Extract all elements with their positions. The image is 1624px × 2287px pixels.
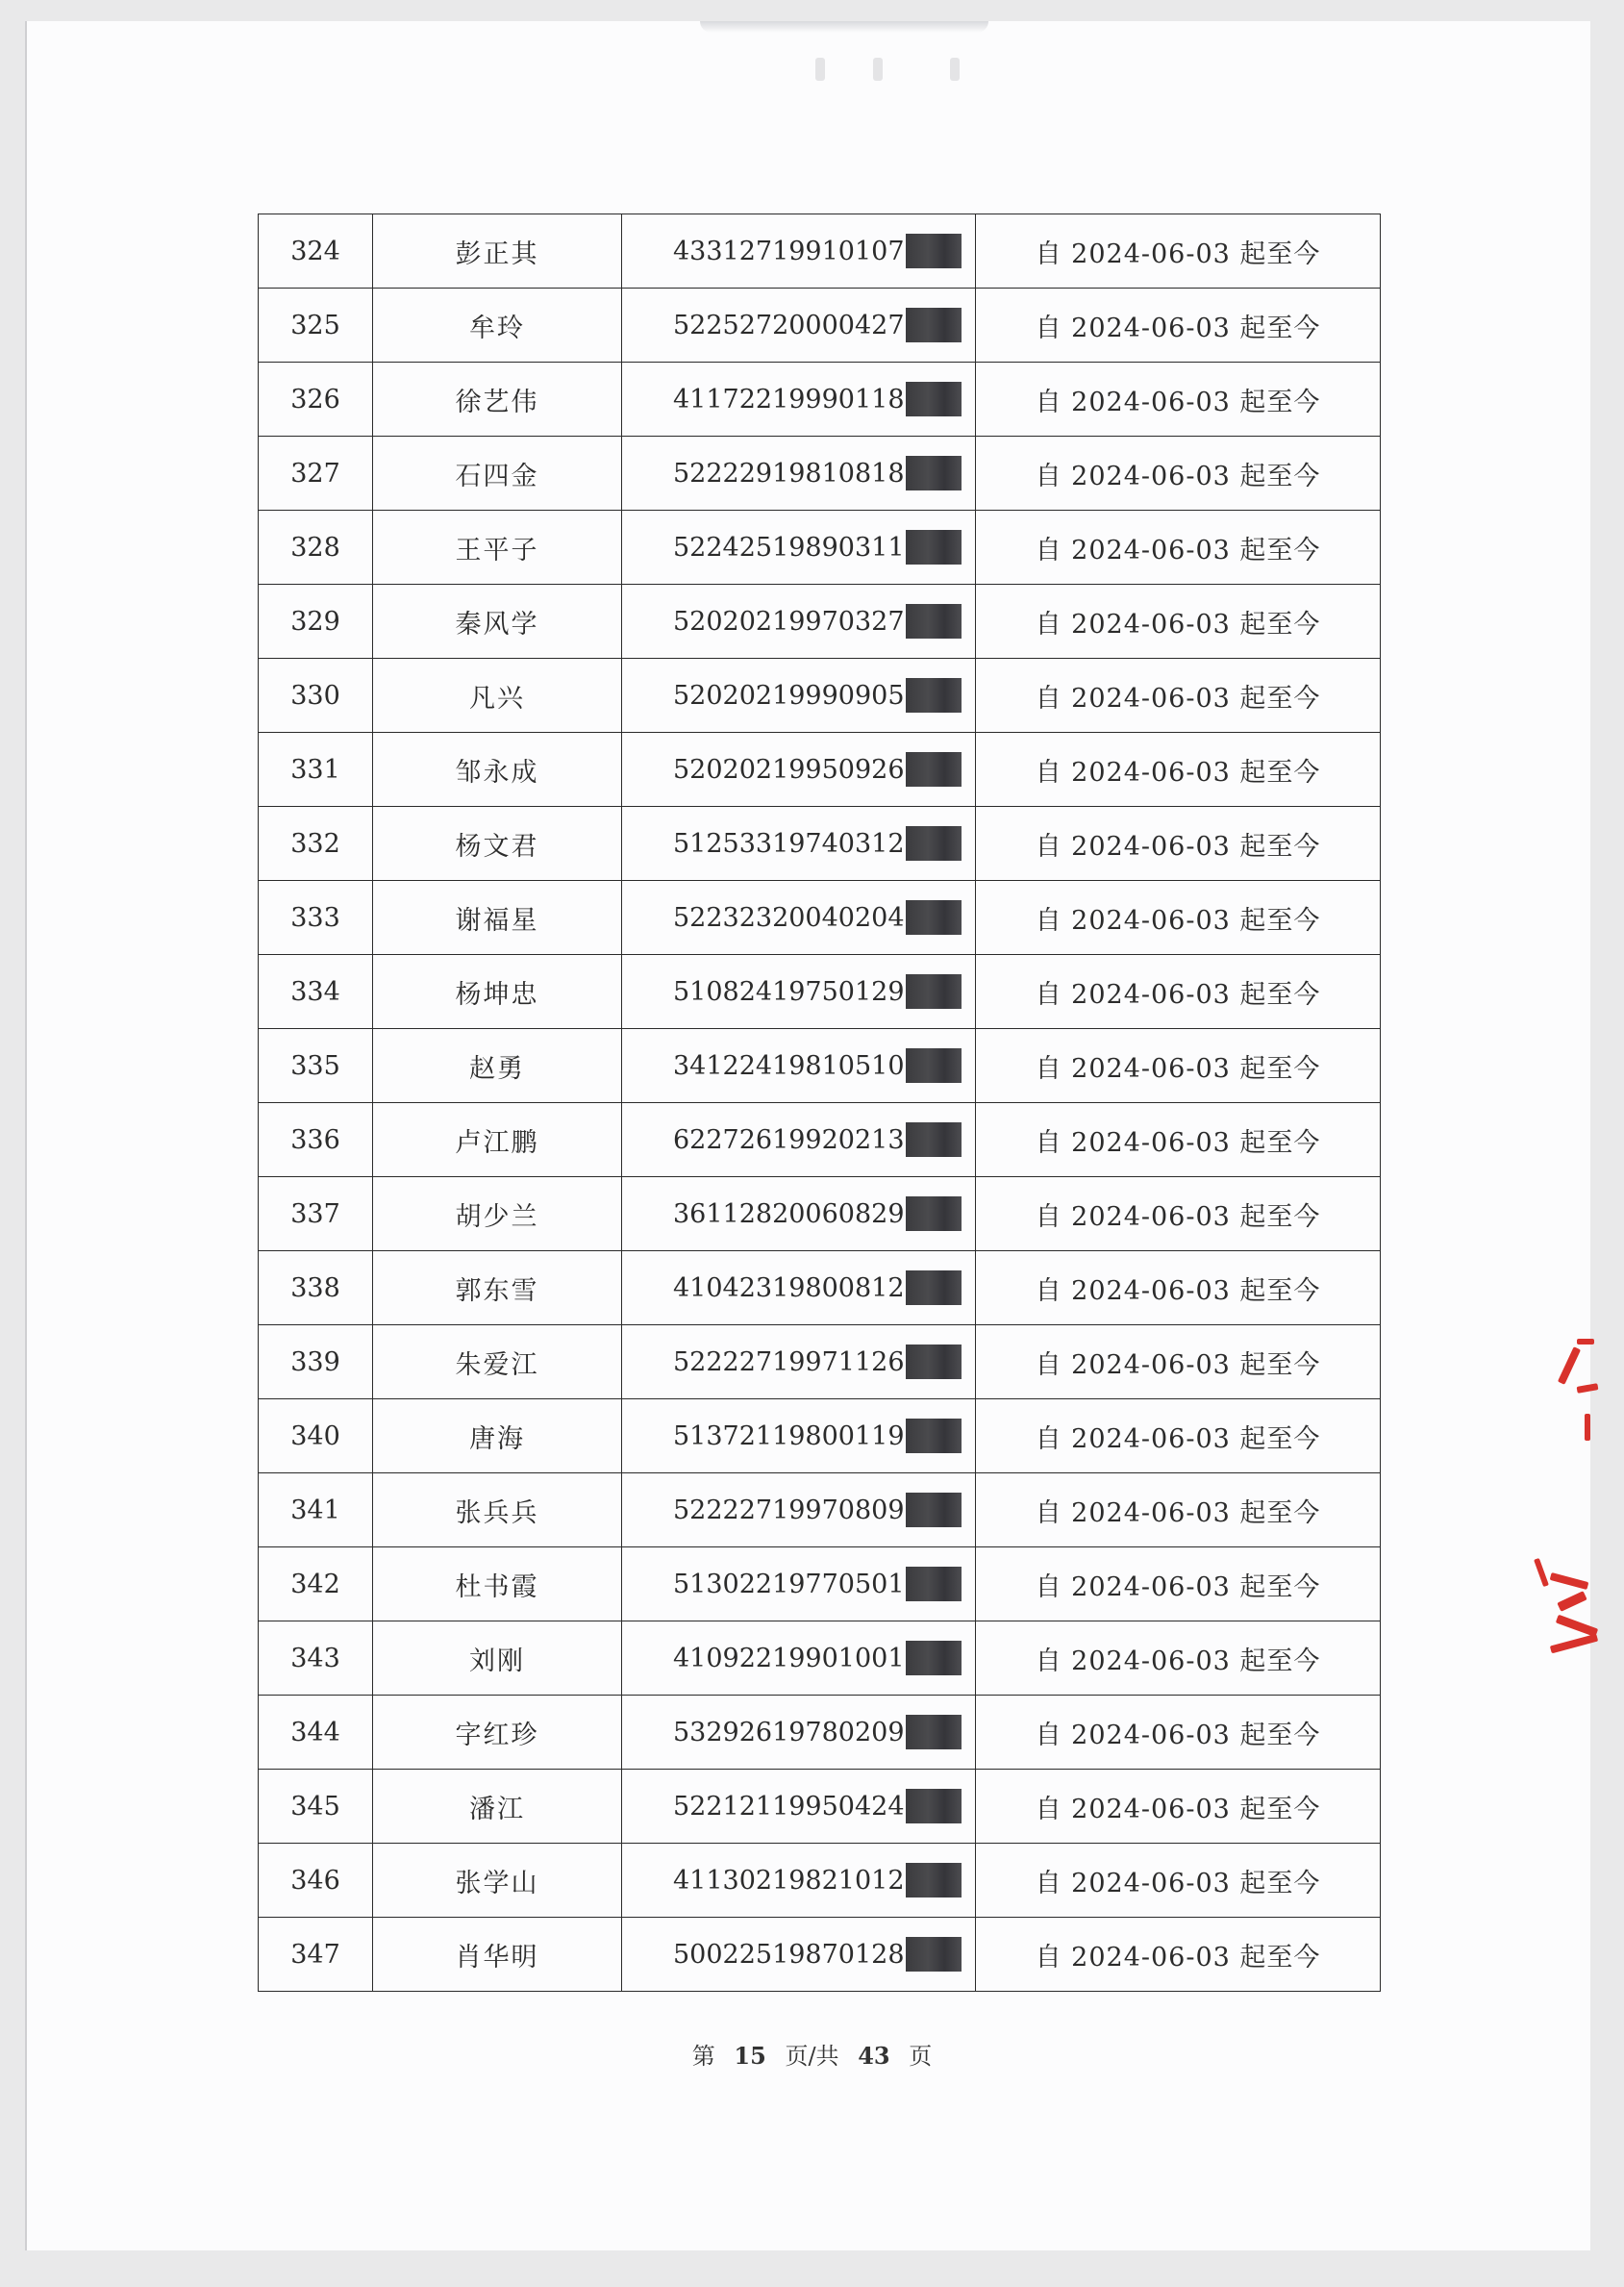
person-name-cell: 朱爱江: [373, 1325, 622, 1399]
scan-smudge: [700, 21, 988, 33]
redaction-block: [906, 1937, 962, 1972]
period-text-cell: 自 2024-06-03 起至今: [976, 1696, 1381, 1770]
table-row: [259, 1251, 1381, 1325]
period-text-cell: 自 2024-06-03 起至今: [976, 1029, 1381, 1103]
id-number: 41130219821012: [673, 1865, 905, 1896]
row-number-cell: 328: [259, 511, 373, 585]
period-text-cell: 自 2024-06-03 起至今: [976, 1473, 1381, 1547]
id-number: 62272619920213: [673, 1124, 905, 1155]
id-number: 52242519890311: [673, 532, 905, 563]
row-number-cell: 337: [259, 1177, 373, 1251]
id-number: 36112820060829: [673, 1198, 905, 1229]
id-number-cell: [622, 881, 976, 955]
id-number: 41042319800812: [673, 1272, 905, 1303]
row-number-cell: 325: [259, 289, 373, 363]
table-row: [259, 1103, 1381, 1177]
person-name-cell: 郭东雪: [373, 1251, 622, 1325]
redaction-block: [906, 382, 962, 416]
person-name-cell: 唐海: [373, 1399, 622, 1473]
id-number-cell: [622, 289, 976, 363]
table-row: [259, 1029, 1381, 1103]
id-number: 51253319740312: [673, 828, 905, 859]
period-text-cell: 自 2024-06-03 起至今: [976, 659, 1381, 733]
person-name-cell: 杨文君: [373, 807, 622, 881]
person-name-cell: 胡少兰: [373, 1177, 622, 1251]
footer-middle: 页/共: [785, 2043, 839, 2070]
redaction-block: [906, 974, 962, 1009]
period-text-cell: 自 2024-06-03 起至今: [976, 585, 1381, 659]
id-number: 52020219990905: [673, 680, 905, 711]
period-text-cell: 自 2024-06-03 起至今: [976, 1770, 1381, 1844]
table-row: [259, 511, 1381, 585]
id-number: 41172219990118: [673, 384, 905, 415]
row-number-cell: 331: [259, 733, 373, 807]
person-name-cell: 张兵兵: [373, 1473, 622, 1547]
table-row: [259, 1325, 1381, 1399]
id-number-cell: [622, 363, 976, 437]
row-number-cell: 339: [259, 1325, 373, 1399]
id-number-cell: [622, 1621, 976, 1696]
row-number-cell: 334: [259, 955, 373, 1029]
table-row: [259, 807, 1381, 881]
table-row: [259, 1696, 1381, 1770]
roster-table-body: [259, 214, 1381, 1992]
redaction-block: [906, 234, 962, 268]
table-row: [259, 289, 1381, 363]
redaction-block: [906, 1493, 962, 1527]
row-number-cell: 330: [259, 659, 373, 733]
row-number-cell: 338: [259, 1251, 373, 1325]
id-number: 43312719910107: [673, 236, 905, 266]
table-row: [259, 1918, 1381, 1992]
table-row: [259, 733, 1381, 807]
period-text-cell: 自 2024-06-03 起至今: [976, 1621, 1381, 1696]
id-number-cell: [622, 1696, 976, 1770]
redaction-block: [906, 530, 962, 565]
id-number: 52232320040204: [673, 902, 905, 933]
redaction-block: [906, 1715, 962, 1749]
period-text-cell: 自 2024-06-03 起至今: [976, 807, 1381, 881]
id-number: 50022519870128: [673, 1939, 905, 1970]
period-text-cell: 自 2024-06-03 起至今: [976, 1103, 1381, 1177]
row-number-cell: 329: [259, 585, 373, 659]
person-name-cell: 卢江鹏: [373, 1103, 622, 1177]
row-number-cell: 327: [259, 437, 373, 511]
period-text-cell: 自 2024-06-03 起至今: [976, 881, 1381, 955]
period-text-cell: 自 2024-06-03 起至今: [976, 1547, 1381, 1621]
footer-prefix: 第: [691, 2043, 715, 2070]
row-number-cell: 336: [259, 1103, 373, 1177]
person-name-cell: 石四金: [373, 437, 622, 511]
id-number: 41092219901001: [673, 1643, 905, 1673]
table-row: [259, 437, 1381, 511]
person-name-cell: 杜书霞: [373, 1547, 622, 1621]
person-name-cell: 彭正其: [373, 214, 622, 289]
period-text-cell: 自 2024-06-03 起至今: [976, 1325, 1381, 1399]
id-number-cell: [622, 1177, 976, 1251]
id-number-cell: [622, 807, 976, 881]
id-number-cell: [622, 437, 976, 511]
id-number: 52020219970327: [673, 606, 905, 637]
redaction-block: [906, 604, 962, 639]
row-number-cell: 347: [259, 1918, 373, 1992]
table-row: [259, 363, 1381, 437]
id-number: 52222919810818: [673, 458, 905, 489]
id-number-cell: [622, 955, 976, 1029]
table-row: [259, 1399, 1381, 1473]
id-number-cell: [622, 1399, 976, 1473]
redaction-block: [906, 826, 962, 861]
period-text-cell: 自 2024-06-03 起至今: [976, 511, 1381, 585]
row-number-cell: 326: [259, 363, 373, 437]
row-number-cell: 341: [259, 1473, 373, 1547]
redaction-block: [906, 1567, 962, 1601]
id-number-cell: [622, 733, 976, 807]
person-name-cell: 潘江: [373, 1770, 622, 1844]
id-number-cell: [622, 214, 976, 289]
person-name-cell: 秦风学: [373, 585, 622, 659]
row-number-cell: 344: [259, 1696, 373, 1770]
redaction-block: [906, 1863, 962, 1897]
id-number-cell: [622, 1251, 976, 1325]
table-row: [259, 585, 1381, 659]
footer-total-pages: 43: [858, 2042, 890, 2070]
row-number-cell: 343: [259, 1621, 373, 1696]
row-number-cell: 324: [259, 214, 373, 289]
row-number-cell: 342: [259, 1547, 373, 1621]
id-number: 52222719970809: [673, 1495, 905, 1525]
id-number-cell: [622, 659, 976, 733]
row-number-cell: 345: [259, 1770, 373, 1844]
footer-page-number: 15: [734, 2042, 766, 2070]
id-number: 34122419810510: [673, 1050, 905, 1081]
redaction-block: [906, 1789, 962, 1823]
id-number: 52222719971126: [673, 1346, 905, 1377]
table-row: [259, 1621, 1381, 1696]
redaction-block: [906, 1196, 962, 1231]
person-name-cell: 牟玲: [373, 289, 622, 363]
redaction-block: [906, 900, 962, 935]
id-number-cell: [622, 1770, 976, 1844]
person-name-cell: 肖华明: [373, 1918, 622, 1992]
person-name-cell: 王平子: [373, 511, 622, 585]
person-name-cell: 徐艺伟: [373, 363, 622, 437]
table-row: [259, 1844, 1381, 1918]
roster-table: [258, 214, 1381, 1992]
redaction-block: [906, 1048, 962, 1083]
period-text-cell: 自 2024-06-03 起至今: [976, 1177, 1381, 1251]
id-number-cell: [622, 1473, 976, 1547]
period-text-cell: 自 2024-06-03 起至今: [976, 1844, 1381, 1918]
period-text-cell: 自 2024-06-03 起至今: [976, 1918, 1381, 1992]
id-number: 51302219770501: [673, 1569, 905, 1599]
period-text-cell: 自 2024-06-03 起至今: [976, 289, 1381, 363]
redaction-block: [906, 1641, 962, 1675]
id-number-cell: [622, 1844, 976, 1918]
row-number-cell: 340: [259, 1399, 373, 1473]
id-number: 51372119800119: [673, 1420, 905, 1451]
table-row: [259, 955, 1381, 1029]
id-number-cell: [622, 1547, 976, 1621]
footer-suffix: 页: [909, 2043, 933, 2070]
table-row: [259, 881, 1381, 955]
period-text-cell: 自 2024-06-03 起至今: [976, 437, 1381, 511]
redaction-block: [906, 1270, 962, 1305]
redaction-block: [906, 1345, 962, 1379]
table-row: [259, 659, 1381, 733]
period-text-cell: 自 2024-06-03 起至今: [976, 955, 1381, 1029]
id-number-cell: [622, 1103, 976, 1177]
person-name-cell: 赵勇: [373, 1029, 622, 1103]
id-number: 52252720000427: [673, 310, 905, 340]
row-number-cell: 333: [259, 881, 373, 955]
table-row: [259, 1770, 1381, 1844]
redaction-block: [906, 752, 962, 787]
table-row: [259, 1473, 1381, 1547]
period-text-cell: 自 2024-06-03 起至今: [976, 1251, 1381, 1325]
person-name-cell: 邹永成: [373, 733, 622, 807]
redaction-block: [906, 1419, 962, 1453]
row-number-cell: 335: [259, 1029, 373, 1103]
person-name-cell: 张学山: [373, 1844, 622, 1918]
table-row: [259, 1547, 1381, 1621]
id-number-cell: [622, 1918, 976, 1992]
redaction-block: [906, 1122, 962, 1157]
id-number: 52212119950424: [673, 1791, 905, 1822]
scan-mark: [815, 58, 825, 81]
row-number-cell: 332: [259, 807, 373, 881]
id-number: 53292619780209: [673, 1717, 905, 1747]
person-name-cell: 杨坤忠: [373, 955, 622, 1029]
period-text-cell: 自 2024-06-03 起至今: [976, 733, 1381, 807]
redaction-block: [906, 308, 962, 342]
row-number-cell: 346: [259, 1844, 373, 1918]
person-name-cell: 谢福星: [373, 881, 622, 955]
id-number-cell: [622, 511, 976, 585]
person-name-cell: 刘刚: [373, 1621, 622, 1696]
id-number: 52020219950926: [673, 754, 905, 785]
scan-mark: [873, 58, 883, 81]
period-text-cell: 自 2024-06-03 起至今: [976, 214, 1381, 289]
id-number-cell: [622, 1325, 976, 1399]
table-row: [259, 1177, 1381, 1251]
person-name-cell: 字红珍: [373, 1696, 622, 1770]
table-row: [259, 214, 1381, 289]
redaction-block: [906, 678, 962, 713]
scan-mark: [950, 58, 960, 81]
id-number-cell: [622, 1029, 976, 1103]
person-name-cell: 凡兴: [373, 659, 622, 733]
page-footer: [0, 2037, 1624, 2071]
period-text-cell: 自 2024-06-03 起至今: [976, 363, 1381, 437]
id-number-cell: [622, 585, 976, 659]
redaction-block: [906, 456, 962, 490]
id-number: 51082419750129: [673, 976, 905, 1007]
period-text-cell: 自 2024-06-03 起至今: [976, 1399, 1381, 1473]
